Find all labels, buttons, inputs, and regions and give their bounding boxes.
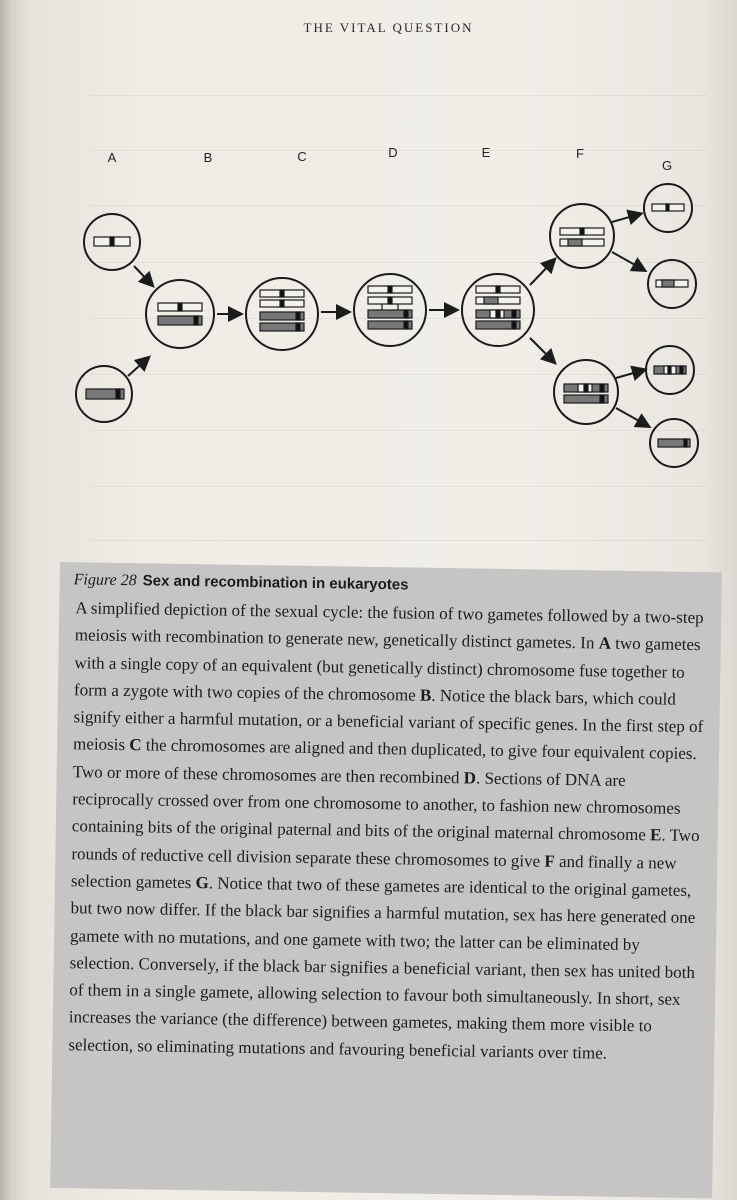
stage-label-e: E	[481, 145, 491, 160]
stage-label-g: G	[661, 158, 673, 173]
arrow-f1-g2	[612, 252, 644, 270]
cell-f-top	[550, 204, 614, 268]
arrow-a2-b	[128, 358, 148, 376]
stage-label-a: A	[107, 150, 117, 165]
running-head: THE VITAL QUESTION	[303, 20, 474, 35]
spine-shadow	[0, 0, 12, 1200]
arrow-f1-g1	[612, 214, 640, 222]
caption-title: Sex and recombination in eukaryotes	[142, 572, 409, 594]
arrow-f2-g4	[616, 408, 648, 426]
stage-label-b: B	[203, 150, 213, 165]
arrow-a1-b	[134, 266, 152, 285]
stage-label-c: C	[297, 149, 307, 164]
zygote-b	[146, 280, 214, 348]
stage-label-f: F	[576, 146, 584, 161]
figure-diagram	[60, 130, 710, 490]
arrow-e-f1	[530, 260, 554, 285]
figure-caption	[50, 562, 722, 1198]
arrow-f2-g3	[616, 370, 644, 378]
arrow-e-f2	[530, 338, 554, 362]
recombination-figure	[60, 130, 710, 490]
figure-number: Figure 28	[73, 571, 137, 590]
stage-label-d: D	[388, 145, 398, 160]
caption-body: A simplified depiction of the sexual cycle: the fusion of two gametes followed by a two-step meiosis with recombination to generate new, genetically distinct gametes. In A two gametes with a single copy of an equivalent (but genetically distinct) chromosome fuse together to form a zygote with two copies of the chromosome B. Notice the black bars, which could signify either a harmful mutation, or a beneficial variant of specific genes. In the first step of meiosis C the chromosomes are aligned and then duplicated, to give four equivalent copies. Two or more of these chromosomes are then recombined D. Sections of DNA are reciprocally crossed over from one chromosome to another, to fashion new chromosomes containing bits of the original paternal and bits of the original maternal chromosome E. Two rounds of reductive cell division separate these chromosomes to give F and finally a new selection gametes G. Notice that two of these gametes are identical to the original gametes, but two now differ. If the black bar signifies a harmful mutation, sex has here generated one gamete with no mutations, and one gamete with two; the latter can be eliminated by selection. Conversely, if the black bar signifies a beneficial variant, then sex has united both of them in a single gamete, allowing selection to favour both simultaneously. In short, sex increases the variance (the difference) between gametes, making them more visible to selection, so eliminating mutations and favouring beneficial variants over time.	[68, 598, 704, 1063]
